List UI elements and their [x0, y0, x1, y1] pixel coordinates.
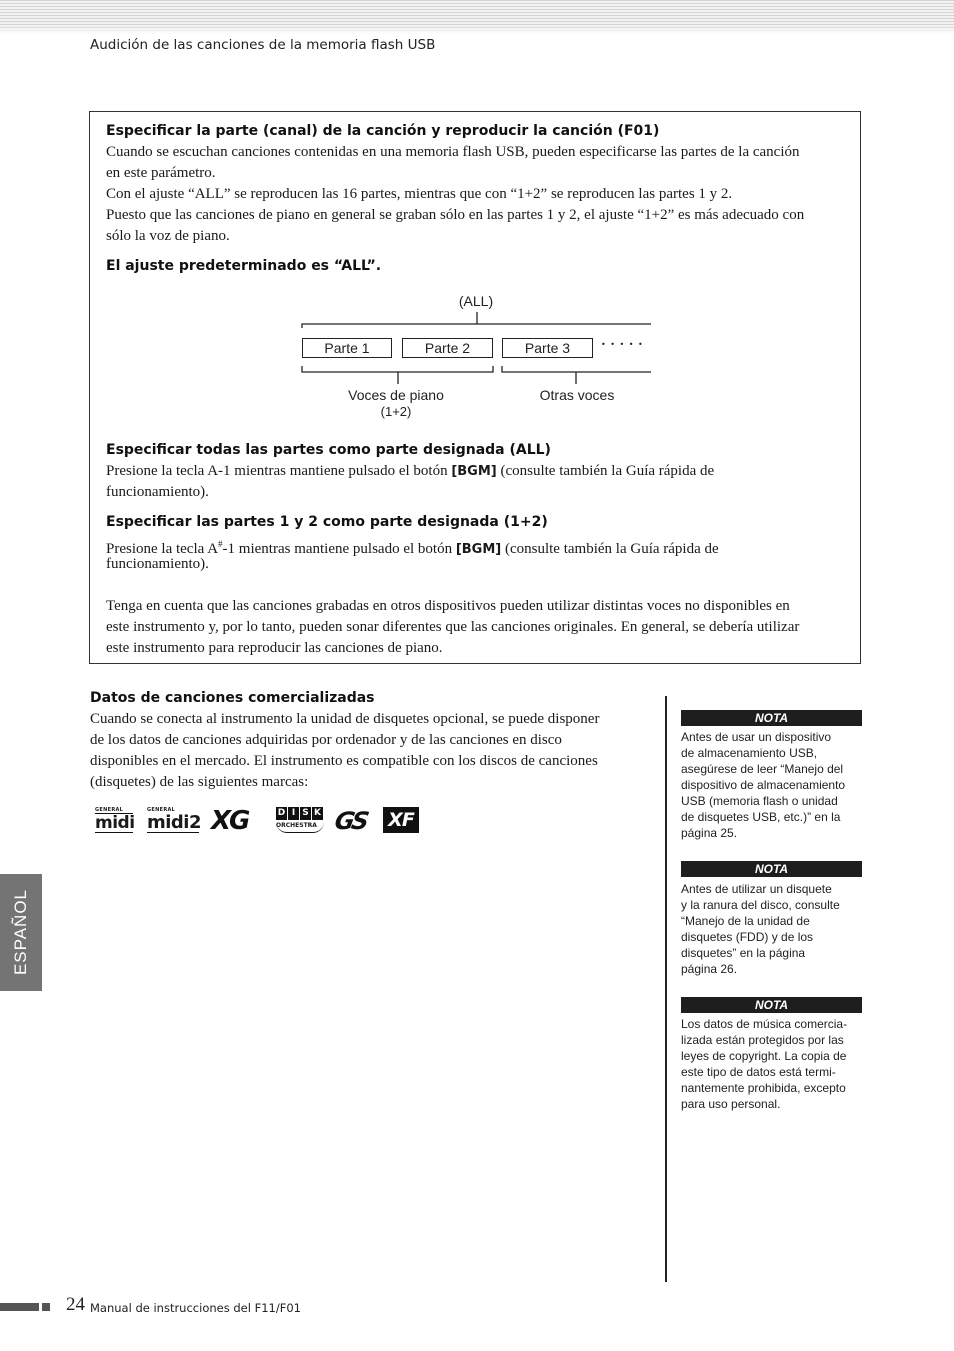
logo-main-text: midi [95, 813, 135, 833]
general-midi-2-logo [147, 807, 202, 837]
logo-small-text: GENERAL [147, 807, 176, 813]
nota-line: lizada están protegidos por las [681, 1033, 844, 1047]
nota-line: USB (memoria flash o unidad [681, 794, 838, 808]
paragraph-line: este instrumento y, por lo tanto, pueden sonar diferentes que las canciones originales. En general, se debería utilizar [106, 619, 800, 635]
footer-square [42, 1303, 50, 1311]
xf-logo [383, 807, 419, 837]
language-side-tab [0, 874, 42, 991]
piano-voices-sub: (1+2) [380, 404, 412, 419]
manual-title: Manual de instrucciones del F11/F01 [90, 1301, 301, 1315]
nota-line: página 25. [681, 826, 738, 840]
paragraph-line: Cuando se conecta al instrumento la unidad de disquetes opcional, se puede disponer [90, 711, 600, 727]
paragraph-line: de los datos de canciones adquiridas por ordenador y de las canciones en disco [90, 732, 562, 748]
general-midi-logo [95, 807, 133, 837]
logo-main-text: GS [332, 807, 369, 835]
paragraph-line: Cuando se escuchan canciones contenidas en una memoria flash USB, pueden especificarse las partes de la canción [106, 144, 800, 160]
other-voices-label: Otras voces [539, 387, 615, 403]
nota-line: dispositivo de almacenamiento [681, 778, 846, 792]
nota-line: “Manejo de la unidad de [681, 914, 810, 928]
logo-main-text: XG [211, 806, 249, 836]
logo-main-text: midi2 [147, 812, 202, 833]
part-2-box: Parte 2 [402, 338, 493, 358]
nota-text [681, 729, 862, 841]
heading-all-parts: Especificar todas las partes como parte designada (ALL) [106, 442, 551, 458]
nota-line: Antes de usar un dispositivo [681, 730, 832, 744]
heading-commercial-data: Datos de canciones comercializadas [90, 690, 375, 706]
nota-text [681, 881, 862, 977]
part-1-box: Parte 1 [302, 338, 392, 358]
page-number: 24 [66, 1294, 85, 1315]
logo-letter: I [288, 807, 299, 820]
paragraph-line: en este parámetro. [106, 165, 216, 181]
logo-small-text: GENERAL [95, 807, 124, 813]
running-header: Audición de las canciones de la memoria flash USB [90, 37, 436, 53]
nota-header: NOTA [681, 997, 862, 1013]
column-divider [665, 696, 667, 1282]
gs-logo [332, 807, 373, 837]
nota-header: NOTA [681, 861, 862, 877]
nota-line: asegúrese de leer “Manejo del [681, 762, 844, 776]
nota-line: Antes de utilizar un disquete [681, 882, 832, 896]
paragraph-line: funcionamiento). [106, 484, 209, 500]
sharp-sign: # [218, 539, 223, 549]
nota-line: Los datos de música comercia- [681, 1017, 848, 1031]
all-label: (ALL) [458, 293, 494, 309]
paragraph-line: sólo la voz de piano. [106, 228, 230, 244]
logo-letter: D [277, 808, 286, 818]
paragraph-line: disponibles en el mercado. El instrumento es compatible con los discos de canciones [90, 753, 598, 769]
part-3-box: Parte 3 [502, 338, 593, 358]
nota-header: NOTA [681, 710, 862, 726]
paragraph-line: funcionamiento). [106, 556, 209, 572]
logo-letter: K [312, 807, 323, 820]
heading-parts-1-2: Especificar las partes 1 y 2 como parte designada (1+2) [106, 514, 548, 530]
nota-text [681, 1016, 862, 1112]
text-run: (consulte también la Guía rápida de [501, 541, 719, 557]
top-decorative-band [0, 0, 954, 34]
logo-main-text: XF [383, 807, 419, 833]
logo-sub-text: ORCHESTRA [276, 822, 324, 833]
bgm-button-ref: [BGM] [455, 542, 502, 557]
text-run: -1 mientras mantiene pulsado el botón [222, 541, 456, 557]
nota-line: leyes de copyright. La copia de [681, 1049, 847, 1063]
paragraph-line: Tenga en cuenta que las canciones grabadas en otros dispositivos pueden utilizar distintas voces no disponibles en [106, 598, 790, 614]
nota-line: y la ranura del disco, consulte [681, 898, 840, 912]
disk-orchestra-logo [276, 807, 324, 837]
nota-line: de disquetes USB, etc.)” en la [681, 810, 841, 824]
footer-bar [0, 1303, 39, 1311]
language-label: ESPAÑOL [11, 888, 30, 976]
logo-letter: S [300, 807, 311, 820]
text-run: Presione la tecla A [106, 541, 219, 557]
nota-line: disquetes (FDD) y de los [681, 930, 814, 944]
paragraph-line: Puesto que las canciones de piano en general se graban sólo en las partes 1 y 2, el ajuste “1+2” es más adecuado con [106, 207, 805, 223]
nota-line: para uso personal. [681, 1097, 781, 1111]
piano-voices-label: Voces de piano [348, 387, 444, 403]
text-run: Presione la tecla A-1 mientras mantiene pulsado el botón [106, 463, 452, 479]
more-parts-dots: • • • • • [601, 340, 644, 349]
nota-line: nantemente prohibida, excepto [681, 1081, 846, 1095]
nota-line: de almacenamiento USB, [681, 746, 818, 760]
default-setting-label: El ajuste predeterminado es “ALL”. [106, 258, 382, 274]
nota-line: página 26. [681, 962, 738, 976]
paragraph-line [106, 461, 714, 482]
xg-logo [211, 807, 261, 837]
nota-line: este tipo de datos está termi- [681, 1065, 836, 1079]
paragraph-line: Con el ajuste “ALL” se reproducen las 16 partes, mientras que con “1+2” se reproducen las partes 1 y 2. [106, 186, 733, 202]
bgm-button-ref: [BGM] [451, 464, 497, 479]
paragraph-line: este instrumento para reproducir las canciones de piano. [106, 640, 443, 656]
text-run: (consulte también la Guía rápida de [496, 463, 715, 479]
nota-line: disquetes” en la página [681, 946, 806, 960]
paragraph-line: (disquetes) de las siguientes marcas: [90, 774, 309, 790]
heading-part-channel: Especificar la parte (canal) de la canción y reproducir la canción (F01) [106, 123, 660, 139]
